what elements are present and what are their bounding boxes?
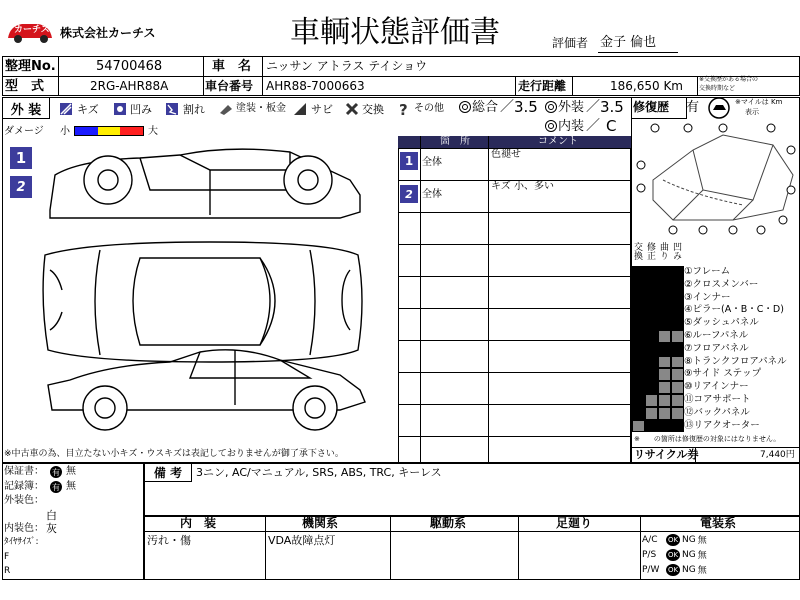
record-value: 無: [66, 481, 76, 492]
record-have-mark: 有: [52, 482, 60, 492]
marker-2-icon: 2: [10, 176, 32, 198]
repair-grid-cell: [658, 279, 671, 292]
tire-f: F: [4, 552, 10, 562]
rating-exterior-value: 3.5: [600, 98, 624, 116]
repair-grid-cell: [645, 266, 658, 279]
repair-grid-cell: [671, 381, 684, 394]
car-side-view-top: [50, 149, 360, 218]
document-title: 車輌状態評価書: [290, 15, 500, 50]
recycle-label: リサイクル券: [634, 448, 699, 461]
company-name: 株式会社カーチス: [60, 26, 156, 40]
int-color-value: 灰: [46, 522, 57, 535]
legend-label: 交換: [362, 103, 384, 116]
repair-grid-cell: [645, 394, 658, 407]
rating-interior-icon: [545, 120, 557, 132]
repair-grid-cell: [632, 304, 645, 317]
repair-note: ※マイルは Km: [735, 98, 783, 106]
remarks-text: 3ニン, AC/マニュアル, SRS, ABS, TRC, キーレス: [196, 466, 442, 479]
tire-label: ﾀｲﾔｻｲｽﾞ:: [4, 537, 39, 547]
electric-ng: NG: [682, 564, 696, 575]
repair-grid-cell: [671, 420, 684, 433]
electric-ok-mark: OK: [667, 565, 679, 574]
legend-label: 塗装・板金: [236, 103, 286, 114]
comment-row-text: 色褪せ: [491, 149, 521, 160]
electric-row: [642, 533, 707, 546]
repair-grid-cell: [658, 420, 671, 433]
legend-label: キズ: [77, 103, 99, 116]
repair-grid-cell: [671, 368, 684, 381]
comment-marker-2-icon: 2: [400, 185, 418, 203]
electric-row: [642, 563, 707, 576]
legend-label: 凹み: [130, 103, 152, 116]
electric-ok-mark: OK: [667, 535, 679, 544]
repair-item-label: ⑧トランクフロアパネル: [684, 355, 787, 367]
car-diagram: [30, 140, 392, 445]
repair-item-label: ⑨サイド ステップ: [684, 368, 762, 380]
repair-grid-cell: [671, 317, 684, 330]
repair-col-header: 凹み: [671, 242, 681, 260]
repair-grid-cell: [632, 356, 645, 369]
repair-item-label: ③インナー: [684, 291, 731, 303]
electric-name: A/C: [642, 534, 658, 545]
repair-grid-cell: [658, 266, 671, 279]
marker-1-icon: 1: [10, 147, 32, 169]
repair-footnote: ※ の箇所は修復歴の対象にはなりません。: [634, 435, 781, 443]
ext-color-value: 白: [46, 509, 57, 522]
rating-interior-value: C: [606, 117, 617, 135]
evaluator-label: 評価者: [552, 36, 589, 50]
repair-grid-cell: [632, 292, 645, 305]
comment-header-comment: コメント: [538, 136, 578, 147]
electric-ok-mark: OK: [667, 550, 679, 559]
electric-ng: NG: [682, 534, 696, 545]
tire-r: R: [4, 566, 11, 576]
repair-grid-cell: [645, 279, 658, 292]
car-plan-view: [43, 242, 362, 362]
crack-icon: [164, 101, 180, 117]
int-color-label: 内装色：: [4, 523, 44, 534]
repair-grid-cell: [671, 407, 684, 420]
rating-total-label: 総合: [472, 100, 499, 115]
repair-label: 修復歴: [633, 100, 670, 114]
repair-item-label: ⑬リアクオーター: [684, 419, 760, 431]
repair-grid-cell: [671, 394, 684, 407]
mileage-note: ※交換歴がある場合の: [699, 76, 759, 83]
svg-text:?: ?: [399, 101, 408, 117]
bottom-interior-label: 内 装: [180, 516, 217, 530]
repair-item-label: ⑪コアサポート: [684, 394, 751, 405]
electric-none: 無: [697, 566, 707, 576]
electric-none: 無: [697, 536, 707, 546]
repair-grid-cell: [645, 407, 658, 420]
comment-marker-1-icon: 1: [400, 152, 418, 170]
repair-grid-cell: [658, 330, 671, 343]
electric-row: [642, 548, 707, 561]
electric-name: P/W: [642, 564, 660, 575]
legend-label: 割れ: [183, 103, 205, 116]
repair-grid-cell: [658, 368, 671, 381]
scratch-icon: [58, 101, 74, 117]
damage-small-label: 小: [60, 126, 70, 137]
repair-grid-cell: [671, 330, 684, 343]
repair-grid-cell: [671, 279, 684, 292]
mileage-label: 走行距離: [518, 79, 567, 93]
repair-item-label: ④ピラー(A・B・C・D): [684, 304, 784, 316]
recycle-value: 7,440円: [760, 450, 795, 460]
repair-grid-cell: [671, 356, 684, 369]
rating-total-value: 3.5: [514, 98, 538, 116]
bottom-engine-label: 機関系: [302, 516, 339, 530]
repair-item-label: ②クロスメンバー: [684, 278, 759, 290]
rust-icon: [292, 101, 308, 117]
comment-header-part: 箇 所: [440, 136, 470, 147]
electric-ng: NG: [682, 549, 696, 560]
mileage-value: 186,650 Km: [610, 79, 683, 93]
repair-grid-cell: [671, 266, 684, 279]
rating-exterior-label: 外装: [558, 100, 585, 115]
repair-grid-cell: [645, 317, 658, 330]
replace-icon: [344, 101, 360, 117]
dent-icon: [112, 101, 128, 117]
repair-grid-cell: [658, 292, 671, 305]
repair-value: 有: [686, 100, 700, 115]
repair-grid-cell: [632, 381, 645, 394]
repair-note-2: 表示: [745, 108, 759, 116]
damage-large-label: 大: [148, 126, 158, 137]
repair-grid-cell: [645, 420, 658, 433]
exterior-footnote: ※中古車の為、目立たない小キズ・ウスキズは表記しておりませんが御了承下さい。: [4, 449, 344, 459]
repair-grid-cell: [658, 394, 671, 407]
reg-no-value: 54700468: [96, 59, 163, 74]
remarks-label: 備 考: [144, 463, 192, 482]
comment-row-part: 全体: [422, 157, 442, 168]
repair-item-label: ⑤ダッシュパネル: [684, 317, 759, 329]
body-frame-diagram: [633, 120, 799, 238]
model-label: 型 式: [5, 79, 45, 94]
repair-grid-cell: [658, 381, 671, 394]
damage-scale-bar: [74, 126, 144, 136]
repair-item-label: ⑩リアインナー: [684, 381, 749, 393]
mileage-note-2: 交換時期など: [699, 85, 736, 92]
repair-grid-cell: [632, 317, 645, 330]
car-name-label: 車 名: [212, 59, 252, 74]
repair-grid-cell: [645, 330, 658, 343]
repair-grid-cell: [645, 304, 658, 317]
repair-grid-cell: [632, 279, 645, 292]
car-name-value: ニッサン アトラス テイショウ: [266, 59, 428, 73]
repair-item-label: ①フレーム: [684, 266, 731, 277]
bottom-drive-label: 駆動系: [430, 516, 467, 530]
repair-item-label: ⑫バックパネル: [684, 406, 750, 418]
damage-label: ダメージ: [4, 126, 44, 137]
legend-label: その他: [414, 103, 444, 114]
repair-grid-cell: [658, 317, 671, 330]
bottom-electric-label: 電装系: [700, 516, 737, 530]
repair-grid-cell: [658, 356, 671, 369]
repair-item-label: ⑦フロアパネル: [684, 342, 749, 354]
repair-grid-cell: [671, 304, 684, 317]
bottom-interior-text: 汚れ・傷: [147, 534, 191, 547]
chassis-label: 車台番号: [205, 79, 254, 93]
company-logo: [4, 18, 56, 44]
repair-grid-cell: [671, 343, 684, 356]
bottom-engine-text: VDA故障点灯: [268, 534, 336, 547]
repair-grid-cell: [632, 420, 645, 433]
repair-grid-cell: [658, 407, 671, 420]
repair-grid-cell: [645, 381, 658, 394]
record-label: 記録簿：: [4, 481, 44, 492]
warranty-value: 無: [66, 466, 76, 477]
repair-grid-cell: [645, 343, 658, 356]
rating-total-icon: [459, 101, 471, 113]
repair-grid-cell: [645, 368, 658, 381]
rating-exterior-icon: [545, 101, 557, 113]
exterior-label: 外 装: [2, 97, 50, 119]
bottom-suspension-label: 足廻り: [556, 516, 593, 530]
chassis-value: AHR88-7000663: [266, 79, 365, 93]
reg-no-label: 整理No.: [5, 59, 56, 74]
repair-col-header: 交換: [632, 242, 642, 260]
legend-label: サビ: [311, 103, 333, 116]
repair-grid-cell: [645, 292, 658, 305]
logo-text: カーチス: [14, 25, 50, 35]
ext-color-label: 外装色：: [4, 495, 44, 506]
repair-grid-cell: [632, 368, 645, 381]
other-icon: [396, 101, 412, 117]
rating-interior-label: 内装: [558, 119, 585, 134]
repair-grid-cell: [632, 394, 645, 407]
repair-grid-cell: [671, 292, 684, 305]
paint-icon: [218, 101, 234, 117]
repair-grid-cell: [632, 343, 645, 356]
repair-grid-cell: [632, 266, 645, 279]
evaluator-name: 金子 倫也: [600, 35, 657, 50]
repair-grid-cell: [645, 356, 658, 369]
repair-grid-cell: [658, 304, 671, 317]
warranty-label: 保証書：: [4, 466, 44, 477]
repair-mark-icon: [707, 97, 731, 119]
repair-grid-cell: [632, 407, 645, 420]
model-value: 2RG-AHR88A: [90, 79, 169, 93]
warranty-have-mark: 有: [52, 467, 60, 477]
electric-name: P/S: [642, 549, 657, 560]
repair-col-header: 修正: [645, 242, 655, 260]
repair-grid-cell: [632, 330, 645, 343]
electric-none: 無: [697, 551, 707, 561]
comment-row-part: 全体: [422, 189, 442, 200]
comment-row-text: キズ 小、多い: [491, 181, 554, 192]
repair-col-header: 曲り: [658, 242, 668, 260]
repair-grid-cell: [658, 343, 671, 356]
repair-item-label: ⑥ルーフパネル: [684, 330, 749, 341]
